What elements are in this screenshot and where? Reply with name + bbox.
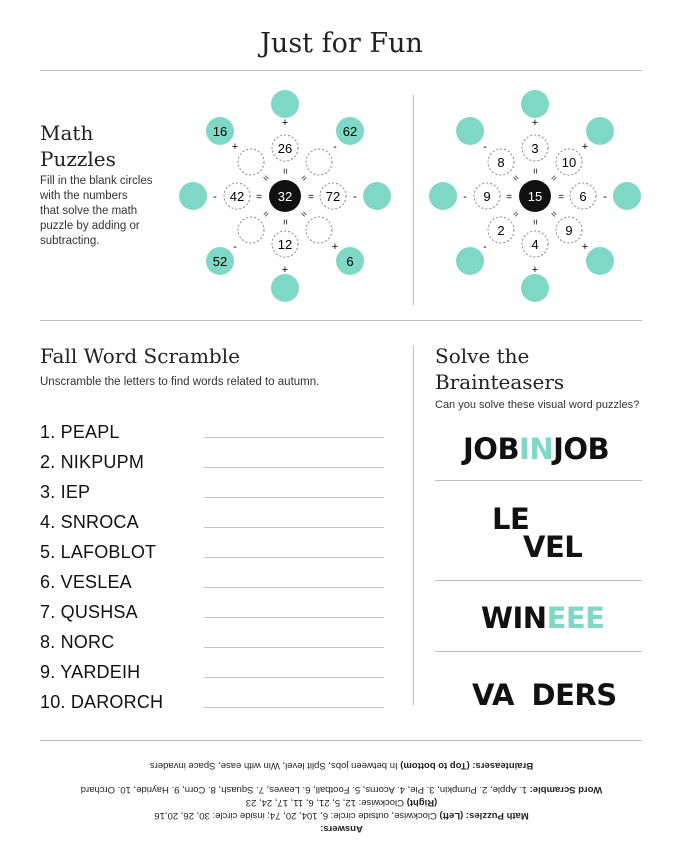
answer-line[interactable]	[204, 647, 384, 648]
operator: +	[281, 117, 289, 129]
number-label: 9	[565, 223, 573, 238]
equals-sign: =	[510, 208, 522, 220]
number-label: 4	[531, 237, 539, 252]
blank-outer-right[interactable]	[363, 182, 391, 210]
scramble-word: 9. YARDEIH	[40, 662, 141, 682]
equals-sign: =	[506, 192, 512, 203]
math-description: Fill in the blank circles with the numbers that solve the math puzzle by adding or subtracting.	[40, 175, 153, 247]
blank-inner-top-right[interactable]	[306, 149, 332, 175]
operator: -	[233, 241, 237, 253]
answers-math-left: Math Puzzles: (Left) Clockwise, outside circle: 6, 104, 20, 74; inside circle: 30, 26, 20,16	[154, 810, 529, 821]
scramble-word: 7. QUSHSA	[40, 602, 138, 622]
scramble-heading: Fall Word Scramble	[40, 344, 240, 368]
math-heading: Math Puzzles	[40, 121, 116, 171]
number-label: 72	[325, 189, 341, 204]
brainteaser-3: WINEEE	[481, 601, 605, 635]
number-label: 9	[483, 189, 491, 204]
number-label: 52	[212, 254, 228, 269]
answer-line[interactable]	[204, 707, 384, 708]
operator: -	[603, 191, 607, 203]
answer-line[interactable]	[204, 617, 384, 618]
equals-sign: =	[298, 208, 310, 220]
center-number: 15	[527, 189, 543, 204]
blank-outer-left[interactable]	[429, 182, 457, 210]
scramble-description: Unscramble the letters to find words related to autumn.	[40, 376, 320, 388]
equals-sign: =	[510, 172, 522, 184]
blank-outer-left[interactable]	[179, 182, 207, 210]
math-puzzle-left	[175, 85, 395, 305]
center-number: 32	[277, 189, 293, 204]
operator: +	[231, 141, 239, 153]
operator: -	[483, 141, 487, 153]
number-label: 10	[561, 155, 577, 170]
answer-line[interactable]	[204, 497, 384, 498]
blank-outer-bottom[interactable]	[521, 274, 549, 302]
scramble-word: 8. NORC	[40, 632, 115, 652]
page-title: Just for Fun	[260, 28, 423, 59]
operator: +	[531, 264, 539, 276]
brainteaser-divider	[435, 480, 642, 481]
number-label: 62	[342, 124, 358, 139]
scramble-word: 4. SNROCA	[40, 512, 139, 532]
operator: +	[581, 241, 589, 253]
equals-sign: =	[260, 172, 272, 184]
title-divider	[40, 70, 642, 71]
answers-math-right: (Right) Clockwise: 12, 5, 21, 6, 11, 17, 24, 23	[245, 797, 438, 808]
answer-line[interactable]	[204, 557, 384, 558]
blank-outer-top-right[interactable]	[586, 117, 614, 145]
answers-divider	[40, 740, 642, 741]
scramble-word: 6. VESLEA	[40, 572, 132, 592]
answers-brainteasers: Brainteasers: (Top to bottom) In between jobs, Split level, Win with ease, Space invaders	[149, 760, 534, 771]
blank-outer-top[interactable]	[271, 90, 299, 118]
equals-sign: =	[529, 168, 540, 174]
answer-line[interactable]	[204, 677, 384, 678]
operator: +	[531, 117, 539, 129]
equals-sign: =	[298, 172, 310, 184]
operator: +	[331, 241, 339, 253]
math-puzzle-right	[425, 85, 645, 305]
brainteaser-divider	[435, 580, 642, 581]
number-label: 2	[497, 223, 505, 238]
blank-outer-right[interactable]	[613, 182, 641, 210]
answer-line[interactable]	[204, 437, 384, 438]
equals-sign: =	[548, 172, 560, 184]
equals-sign: =	[308, 192, 314, 203]
operator: -	[463, 191, 467, 203]
blank-outer-top[interactable]	[521, 90, 549, 118]
equals-sign: =	[279, 168, 290, 174]
brainteaser-divider	[435, 651, 642, 652]
operator: +	[281, 264, 289, 276]
number-label: 12	[277, 237, 293, 252]
scramble-word: 5. LAFOBLOT	[40, 542, 157, 562]
number-label: 26	[277, 141, 293, 156]
brainteaser-1: JOBINJOB	[463, 432, 610, 466]
equals-sign: =	[260, 208, 272, 220]
equals-sign: =	[256, 192, 262, 203]
brainteasers-heading: Solve the Brainteasers	[435, 344, 565, 394]
scramble-word: 1. PEAPL	[40, 422, 120, 442]
number-label: 8	[497, 155, 505, 170]
brainteaser-2-bottom: VEL	[523, 530, 583, 564]
answers-title: Answers:	[320, 823, 363, 834]
scramble-divider	[413, 345, 414, 705]
blank-inner-bottom-right[interactable]	[306, 217, 332, 243]
number-label: 6	[579, 189, 587, 204]
scramble-word: 3. IEP	[40, 482, 91, 502]
number-label: 42	[229, 189, 245, 204]
answer-line[interactable]	[204, 527, 384, 528]
brainteasers-description: Can you solve these visual word puzzles?	[435, 399, 640, 411]
blank-outer-top-left[interactable]	[456, 117, 484, 145]
number-label: 3	[531, 141, 539, 156]
equals-sign: =	[529, 219, 540, 225]
operator: +	[581, 141, 589, 153]
answers-scramble: Word Scramble: 1. Apple, 2. Pumpkin, 3. Pie, 4. Acorns, 5. Football, 6. Leaves, 7. Squash, 8. Corn, 9. Hayride, 10. Orchard	[80, 784, 603, 795]
blank-inner-top-left[interactable]	[238, 149, 264, 175]
section-divider	[40, 320, 642, 321]
blank-outer-bottom[interactable]	[271, 274, 299, 302]
answer-line[interactable]	[204, 587, 384, 588]
brainteaser-2-top: LE	[492, 502, 530, 536]
answer-line[interactable]	[204, 467, 384, 468]
operator: -	[483, 241, 487, 253]
equals-sign: =	[558, 192, 564, 203]
number-label: 6	[346, 254, 354, 269]
equals-sign: =	[279, 219, 290, 225]
math-divider	[413, 95, 414, 305]
operator: -	[353, 191, 357, 203]
blank-inner-bottom-left[interactable]	[238, 217, 264, 243]
brainteaser-4: VA DERS	[472, 678, 617, 712]
operator: -	[213, 191, 217, 203]
operator: -	[333, 141, 337, 153]
blank-outer-bottom-left[interactable]	[456, 247, 484, 275]
equals-sign: =	[548, 208, 560, 220]
scramble-word: 10. DARORCH	[40, 692, 164, 712]
blank-outer-bottom-right[interactable]	[586, 247, 614, 275]
scramble-word: 2. NIKPUPM	[40, 452, 145, 472]
number-label: 16	[212, 124, 228, 139]
